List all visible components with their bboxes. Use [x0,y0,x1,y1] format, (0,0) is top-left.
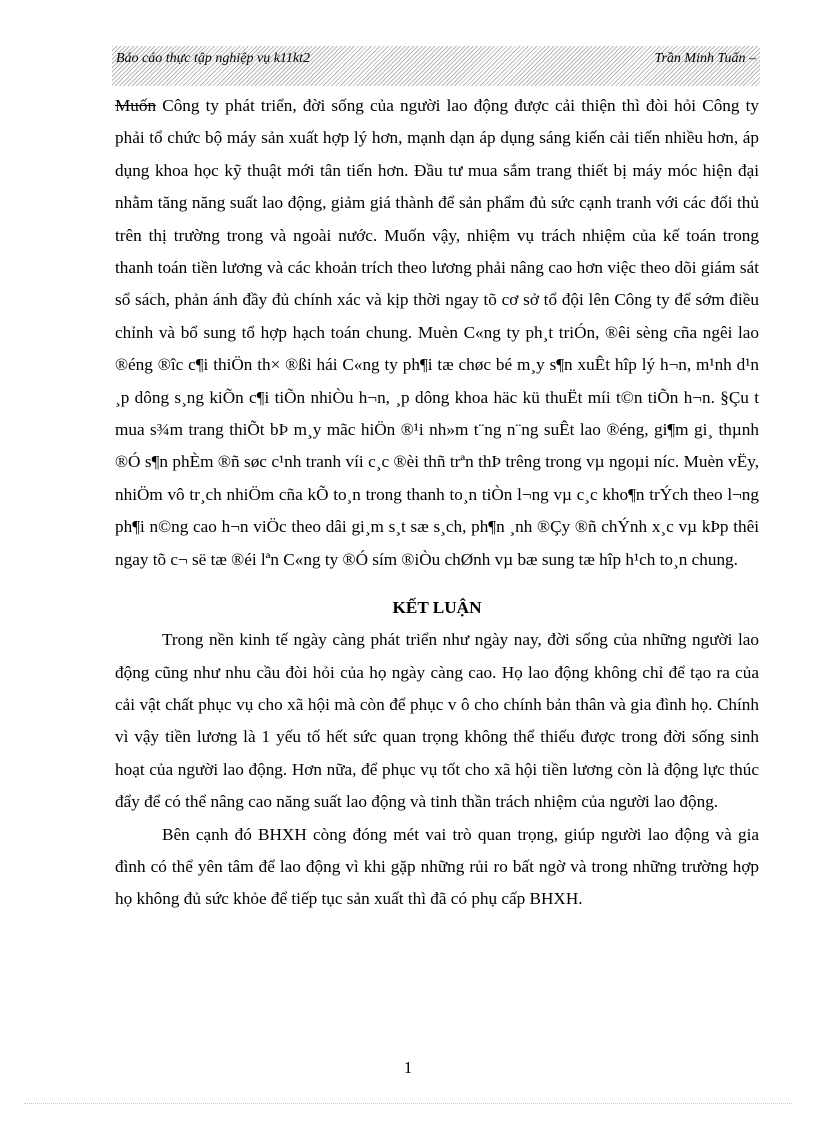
header-report-title: Báo cáo thực tập nghiệp vụ k11kt2 [116,51,310,66]
paragraph-1-lead-word: Muốn [115,96,157,115]
header-author: Trần Minh Tuấn – [654,51,756,66]
bottom-divider [24,1103,792,1104]
paragraph-1-text: Công ty phát triển, đời sống của người lao động được cải thiện thì đòi hỏi Công ty phải tổ chức bộ máy sản xuất hợp lý hơn, mạnh dạn áp dụng sáng kiến cải tiến nhiều hơn, áp dụng khoa học kỹ thuật mới tân tiến hơn. Đầu tư mua sắm trang thiết bị máy móc hiện đại nhằm tăng năng suất lao động, giảm giá thành để sản phẩm đủ sức cạnh tranh với các đối thủ trên thị trường trong và ngoài nước. Muốn vậy, nhiệm vụ trách nhiệm của kế toán trong thanh toán tiền lương và các khoản trích theo lương phải nâng cao hơn việc theo dõi giám sát sổ sách, phản ánh đầy đủ chính xác và kịp thời ngay tõ cơ sở tổ đội lên Công ty để sớm điều chỉnh và bổ sung tổ hợp hạch toán chung. Muèn C«ng ty ph¸t triÓn, ®êi sèng cña ngêi lao ®éng ®îc c¶i thiÖn th× ®ßi hái C«ng ty ph¶i tæ chøc bé m¸y s¶n xuÊt hîp lý h¬n, m¹nh d¹n ¸p dông s¸ng kiÕn c¶i tiÕn nhiÒu h¬n, ¸p dông khoa häc kü thuËt míi t©n tiÕn h¬n. §Çu t mua s¾m trang thiÕt bÞ m¸y mãc hiÖn ®¹i nh»m t¨ng n¨ng suÊt lao ®éng, gi¶m gi¸ thµnh ®Ó s¶n phÈm ®ñ søc c¹nh tranh víi c¸c ®èi thñ trªn thÞ trêng trong vµ ngoµi níc. Muèn vËy, nhiÖm vô tr¸ch nhiÖm cña kÕ to¸n trong thanh to¸n tiÒn l¬ng vµ c¸c kho¶n trÝch theo l¬ng ph¶i n©ng cao h¬n viÖc theo dâi gi¸m s¸t sæ s¸ch, ph¶n ¸nh ®Çy ®ñ chÝnh x¸c vµ kÞp thêi ngay tõ c¬ së tæ ®éi lªn C«ng ty ®Ó sím ®iÒu chØnh vµ bæ sung tæ hîp h¹ch to¸n chung. [115,96,759,569]
paragraph-2: Trong nền kinh tế ngày càng phát triển như ngày nay, đời sống của những người lao động cũng như nhu cầu đòi hỏi của họ ngày càng cao. Họ lao động không chỉ để tạo ra của cải vật chất phục vụ cho xã hội mà còn để phục v ô cho chính bản thân và gia đình họ. Chính vì vậy tiền lương là 1 yếu tố hết sức quan trọng không thể thiếu được trong đời sống sinh hoạt của người lao động. Hơn nữa, để phục vụ tốt cho xã hội tiền lương còn là động lực thúc đẩy để có thể nâng cao năng suất lao động và tinh thần trách nhiệm của người lao động. [115,630,759,812]
document-body [115,90,759,916]
paragraph-3: Bên cạnh đó BHXH còng đóng mét vai trò quan trọng, giúp người lao động và gia đình có thể yên tâm để lao động vì khi gặp những rủi ro bất ngờ và trong những trường hợp họ không đủ sức khỏe để tiếp tục sản xuất thì đã có phụ cấp BHXH. [115,824,759,909]
paragraph-1 [115,90,759,576]
page-header [112,46,760,86]
section-title: KẾT LUẬN [392,598,482,618]
page-number: 1 [403,1058,413,1077]
